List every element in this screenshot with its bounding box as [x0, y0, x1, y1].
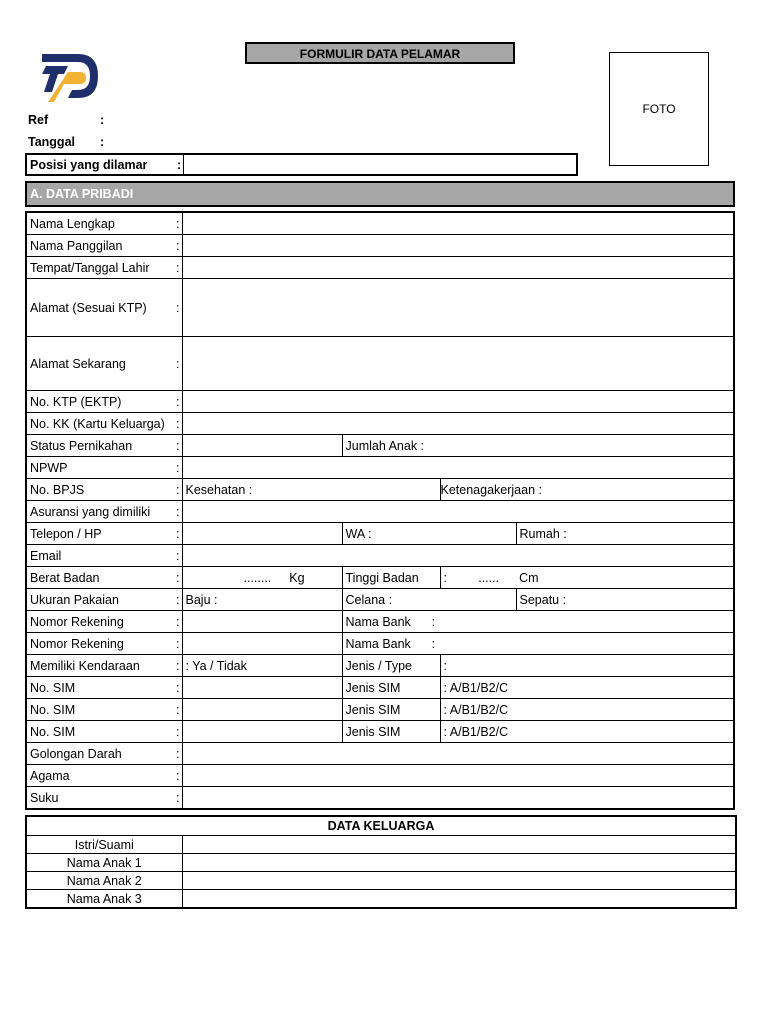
ref-label: Ref	[28, 113, 49, 127]
alamat-ktp-label: Alamat (Sesuai KTP)	[30, 300, 147, 315]
table-row: Ukuran Pakaian : Baju : Celana : Sepatu :	[26, 589, 734, 611]
table-row: No. BPJS : Kesehatan : Ketenagakerjaan :	[26, 479, 734, 501]
ukuran-label: Ukuran Pakaian	[30, 592, 119, 607]
ttl-field[interactable]	[182, 257, 734, 279]
bank2-field[interactable]	[342, 633, 734, 655]
goldar-field[interactable]	[182, 743, 734, 765]
table-row: Telepon / HP : WA : Rumah :	[26, 523, 734, 545]
nama-panggilan-field[interactable]	[182, 235, 734, 257]
keluarga-label: Nama Anak 2	[26, 872, 182, 890]
section-data-pribadi: A. DATA PRIBADI	[25, 181, 735, 207]
rekening2-label: Nomor Rekening	[30, 636, 124, 651]
berat-value: ........	[243, 570, 272, 585]
jenis-sim2-field[interactable]	[440, 699, 734, 721]
table-row: No. SIM : Jenis SIM : A/B1/B2/C	[26, 677, 734, 699]
keluarga-label: Nama Anak 1	[26, 854, 182, 872]
table-row	[26, 836, 736, 854]
table-row: Suku :	[26, 787, 734, 810]
cm-unit: Cm	[519, 570, 539, 585]
sim1-label: No. SIM	[30, 680, 76, 695]
npwp-field[interactable]	[182, 457, 734, 479]
kk-field[interactable]	[182, 413, 734, 435]
jumlah-anak-field[interactable]	[342, 435, 734, 457]
sim2-options: : A/B1/B2/C	[443, 702, 509, 717]
table-row: Status Pernikahan : Jumlah Anak :	[26, 435, 734, 457]
bank2-label: Nama Bank :	[345, 636, 436, 651]
tinggi-field[interactable]	[440, 567, 734, 589]
table-row	[26, 816, 736, 836]
table-row: Golongan Darah :	[26, 743, 734, 765]
keluarga-label: Istri/Suami	[26, 836, 182, 854]
sepatu-label: Sepatu :	[519, 592, 567, 607]
bank1-field[interactable]	[342, 611, 734, 633]
asuransi-label: Asuransi yang dimiliki	[30, 504, 151, 519]
rekening1-label: Nomor Rekening	[30, 614, 124, 629]
company-logo	[38, 48, 102, 104]
rumah-field[interactable]	[516, 523, 734, 545]
sim2-field[interactable]	[182, 699, 342, 721]
wa-field[interactable]	[342, 523, 516, 545]
sim2-label: No. SIM	[30, 702, 76, 717]
tinggi-label-cell	[342, 567, 440, 589]
email-label: Email	[30, 548, 62, 563]
ketenagakerjaan-field[interactable]	[440, 479, 734, 501]
goldar-label: Golongan Darah	[30, 746, 122, 761]
alamat-sekarang-label: Alamat Sekarang	[30, 356, 126, 371]
sim1-field[interactable]	[182, 677, 342, 699]
sim1-options: : A/B1/B2/C	[443, 680, 509, 695]
status-field[interactable]	[182, 435, 342, 457]
kendaraan-field[interactable]	[182, 655, 342, 677]
baju-field[interactable]	[182, 589, 342, 611]
table-row	[26, 890, 736, 909]
baju-label: Baju :	[185, 592, 218, 607]
jenis-type-label: Jenis / Type	[345, 658, 412, 673]
table-row: Agama :	[26, 765, 734, 787]
table-row: No. SIM : Jenis SIM : A/B1/B2/C	[26, 721, 734, 743]
nama-panggilan-label: Nama Panggilan	[30, 238, 123, 253]
table-row: Nomor Rekening : Nama Bank :	[26, 611, 734, 633]
posisi-colon: :	[177, 158, 182, 172]
sim3-field[interactable]	[182, 721, 342, 743]
posisi-label: Posisi yang dilamar	[30, 158, 148, 172]
table-row: Alamat (Sesuai KTP) :	[26, 279, 734, 337]
jenis-sim3-label: Jenis SIM	[345, 724, 401, 739]
jenis-sim3-field[interactable]	[440, 721, 734, 743]
celana-field[interactable]	[342, 589, 516, 611]
anak1-field[interactable]	[182, 854, 736, 872]
table-row: Nama Panggilan :	[26, 235, 734, 257]
suku-field[interactable]	[182, 787, 734, 810]
sepatu-field[interactable]	[516, 589, 734, 611]
tinggi-label: Tinggi Badan	[345, 570, 419, 585]
berat-field[interactable]	[182, 567, 342, 589]
berat-label: Berat Badan	[30, 570, 100, 585]
kesehatan-field[interactable]	[182, 479, 440, 501]
kesehatan-label: Kesehatan :	[185, 482, 253, 497]
ktp-field[interactable]	[182, 391, 734, 413]
ttl-label: Tempat/Tanggal Lahir	[30, 260, 150, 275]
jenis-sim1-label: Jenis SIM	[345, 680, 401, 695]
agama-field[interactable]	[182, 765, 734, 787]
rekening1-field[interactable]	[182, 611, 342, 633]
tanggal-colon: :	[100, 135, 105, 149]
kg-unit: Kg	[289, 570, 305, 585]
data-keluarga-table	[25, 815, 737, 909]
table-row	[26, 872, 736, 890]
alamat-ktp-field[interactable]	[182, 279, 734, 337]
anak3-field[interactable]	[182, 890, 736, 909]
data-pribadi-table	[25, 211, 735, 810]
keluarga-label: Nama Anak 3	[26, 890, 182, 909]
ketenagakerjaan-label: Ketenagakerjaan :	[440, 482, 542, 497]
data-keluarga-header: DATA KELUARGA	[26, 816, 736, 836]
table-row: Berat Badan : ........ Kg Tinggi Badan : ...... Cm	[26, 567, 734, 589]
email-field[interactable]	[182, 545, 734, 567]
ya-tidak-option: : Ya / Tidak	[185, 658, 247, 673]
table-row: Tempat/Tanggal Lahir :	[26, 257, 734, 279]
posisi-field[interactable]	[25, 153, 578, 176]
table-row: Nama Lengkap :	[26, 212, 734, 235]
nama-lengkap-field[interactable]	[182, 212, 734, 235]
telepon-label: Telepon / HP	[30, 526, 102, 541]
bpjs-label: No. BPJS	[30, 482, 85, 497]
table-row: Nomor Rekening : Nama Bank :	[26, 633, 734, 655]
status-label: Status Pernikahan	[30, 438, 133, 453]
rumah-label: Rumah :	[519, 526, 567, 541]
table-row: No. KK (Kartu Keluarga) :	[26, 413, 734, 435]
ref-colon: :	[100, 113, 105, 127]
npwp-label: NPWP	[30, 460, 68, 475]
alamat-sekarang-field[interactable]	[182, 337, 734, 391]
jenis-type-colon: :	[443, 658, 447, 673]
wa-label: WA :	[345, 526, 372, 541]
table-row: No. SIM : Jenis SIM : A/B1/B2/C	[26, 699, 734, 721]
nama-lengkap-label: Nama Lengkap	[30, 216, 115, 231]
table-row: Alamat Sekarang :	[26, 337, 734, 391]
celana-label: Celana :	[345, 592, 393, 607]
tinggi-value: : ......	[443, 570, 500, 585]
suku-label: Suku	[30, 790, 59, 805]
jenis-type-field[interactable]	[440, 655, 734, 677]
table-row: No. KTP (EKTP) :	[26, 391, 734, 413]
table-row: Asuransi yang dimiliki :	[26, 501, 734, 523]
table-row: Memiliki Kendaraan : : Ya / Tidak Jenis / Type :	[26, 655, 734, 677]
jenis-sim2-label: Jenis SIM	[345, 702, 401, 717]
photo-label: FOTO	[642, 102, 676, 116]
kk-label: No. KK (Kartu Keluarga)	[30, 416, 165, 431]
sim3-label: No. SIM	[30, 724, 76, 739]
table-row	[26, 854, 736, 872]
photo-placeholder[interactable]	[609, 52, 709, 166]
asuransi-field[interactable]	[182, 501, 734, 523]
form-title: FORMULIR DATA PELAMAR	[245, 42, 515, 64]
rekening2-field[interactable]	[182, 633, 342, 655]
kendaraan-label: Memiliki Kendaraan	[30, 658, 140, 673]
anak2-field[interactable]	[182, 872, 736, 890]
bank1-label: Nama Bank :	[345, 614, 436, 629]
table-row: NPWP :	[26, 457, 734, 479]
istri-suami-field[interactable]	[182, 836, 736, 854]
telepon-field[interactable]	[182, 523, 342, 545]
sim3-options: : A/B1/B2/C	[443, 724, 509, 739]
agama-label: Agama	[30, 768, 70, 783]
jenis-sim1-field[interactable]	[440, 677, 734, 699]
ktp-label: No. KTP (EKTP)	[30, 394, 122, 409]
jumlah-anak-label: Jumlah Anak :	[345, 438, 425, 453]
tanggal-label: Tanggal	[28, 135, 75, 149]
table-row: Email :	[26, 545, 734, 567]
